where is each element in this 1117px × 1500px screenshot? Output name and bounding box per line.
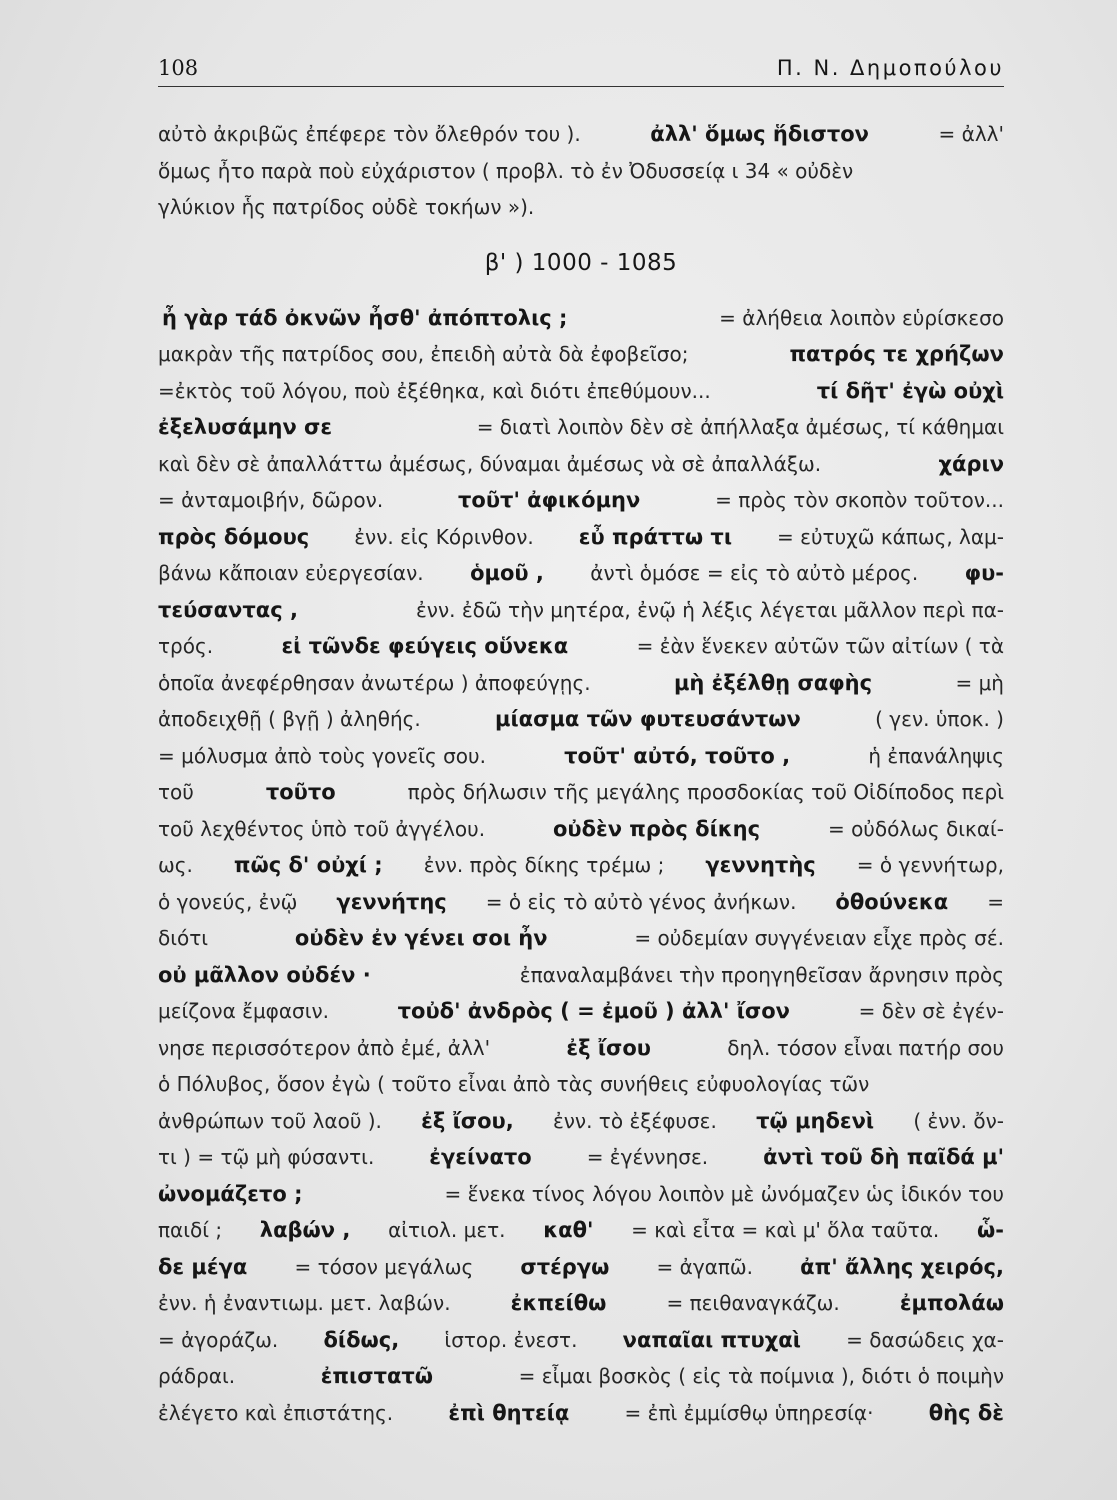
text-segment: ὁ γονεύς, ἐνῷ: [158, 889, 298, 914]
text-line: [158, 665, 1004, 702]
text-segment: = οὐδόλως δικαί-: [827, 816, 1004, 841]
text-line: [158, 884, 1004, 921]
text-segment: καὶ δὲν σὲ ἀπαλλάττω ἀμέσως, δύναμαι ἀμέσως νὰ σὲ ἀπαλλάξω.: [158, 451, 822, 476]
text-segment: = πειθαναγκάζω.: [666, 1291, 840, 1315]
text-segment: διότι: [158, 926, 209, 950]
text-line: [158, 519, 1004, 556]
lemma: ὧ-: [976, 1218, 1004, 1242]
text-line: [158, 701, 1004, 738]
text-line: [158, 847, 1004, 884]
text-segment: = τόσον μεγάλως: [294, 1254, 474, 1279]
text-segment: = μὴ: [955, 670, 1004, 695]
text-line: [158, 1066, 1004, 1103]
lemma: οὐδὲν πρὸς δίκης: [552, 816, 761, 841]
text-line: [158, 993, 1004, 1030]
text-segment: τοῦ: [158, 780, 194, 804]
text-line: [158, 1395, 1004, 1432]
lemma: ὀθούνεκα: [835, 889, 949, 914]
text-line: [158, 1249, 1004, 1286]
text-segment: = ὁ εἰς τὸ αὐτὸ γένος ἀνήκων.: [485, 889, 797, 914]
text-segment: αἰτιολ. μετ.: [388, 1218, 506, 1242]
lemma: τοῦτο: [265, 780, 336, 804]
text-segment: ἐνν. τὸ ἐξέφυσε.: [552, 1108, 717, 1133]
lemma: λαβών ,: [259, 1218, 351, 1242]
lemma: δίδως,: [323, 1327, 400, 1352]
section-heading: β' ) 1000 - 1085: [484, 249, 678, 276]
text-segment: = εἶμαι βοσκὸς ( εἰς τὰ ποίμνια ), διότι ὁ ποιμὴν: [518, 1364, 1004, 1388]
text-line: [158, 1285, 1004, 1322]
lemma: ἐξελυσάμην σε: [158, 415, 333, 439]
text-segment: = ἕνεκα τίνος λόγου λοιπὸν μὲ ὠνόμαζεν ὡς ἰδικόν του: [444, 1181, 1004, 1206]
intro-paragraph: [158, 116, 1004, 226]
lemma: μὴ ἐξέλθῃ σαφὴς: [673, 670, 873, 695]
text-segment: ὁποῖα ἀνεφέρθησαν ἀνωτέρω ) ἀποφεύγῃς.: [158, 670, 591, 695]
lemma: δε μέγα: [158, 1254, 248, 1279]
text-segment: ράδραι.: [158, 1364, 236, 1388]
running-head: Π. Ν. Δημοπούλου: [776, 56, 1004, 80]
text-segment: = ὁ γεννήτωρ,: [856, 853, 1004, 877]
lemma: ἐξ ἴσου,: [421, 1108, 514, 1133]
text-segment: πρὸς δήλωσιν τῆς μεγάλης προσδοκίας τοῦ Οἰδίποδος περὶ: [407, 780, 1004, 804]
text-line: [158, 116, 1004, 153]
text-segment: παιδί ;: [158, 1218, 223, 1242]
lemma: ἐγείνατο: [429, 1145, 532, 1169]
text-segment: ἐνν. ἐδῶ τὴν μητέρα, ἐνῷ ἡ λέξις λέγεται μᾶλλον περὶ πα-: [416, 597, 1004, 622]
text-line: [158, 409, 1004, 446]
text-segment: ἐλέγετο καὶ ἐπιστάτης.: [158, 1400, 394, 1425]
lemma: θὴς δὲ: [928, 1400, 1004, 1425]
text-segment: ως.: [158, 853, 193, 877]
lemma: ἐμπολάω: [899, 1291, 1004, 1315]
lemma: φυ-: [964, 561, 1004, 585]
text-segment: = δασώδεις χα-: [846, 1327, 1004, 1352]
lemma: γεννήτης: [336, 889, 447, 914]
text-line: [158, 920, 1004, 957]
lemma: ἦ γὰρ τάδ ὀκνῶν ἦσθ' ἀπόπτολις ;: [162, 305, 568, 330]
lemma: χάριν: [938, 451, 1004, 476]
lemma: πῶς δ' οὐχί ;: [233, 853, 383, 877]
text-segment: ὁ Πόλυβος, ὅσον ἐγὼ ( τοῦτο εἶναι ἀπὸ τὰς συνήθεις εὐφυολογίας τῶν: [158, 1072, 870, 1096]
lemma: τοῦτ' αὐτό, τοῦτο ,: [564, 743, 791, 768]
text-line: [158, 300, 1004, 337]
page-header: [158, 52, 1004, 87]
text-segment: = ἀγοράζω.: [158, 1327, 279, 1352]
text-segment: ὅμως ἦτο παρὰ ποὺ εὐχάριστον ( προβλ. τὸ ἐν Ὀδυσσείᾳ ι 34 « οὐδὲν: [158, 158, 854, 183]
text-line: [158, 1358, 1004, 1395]
lemma: ναπαῖαι πτυχαὶ: [622, 1327, 801, 1352]
lemma: τεύσαντας ,: [158, 597, 298, 622]
lemma: τοὐδ' ἀνδρὸς ( = ἐμοῦ ) ἀλλ' ἴσον: [397, 999, 790, 1023]
lemma: τοῦτ' ἀφικόμην: [458, 488, 641, 512]
text-line: [158, 738, 1004, 775]
body-text: [158, 116, 1004, 1431]
text-segment: δηλ. τόσον εἶναι πατήρ σου: [727, 1035, 1004, 1060]
lemma: ἀντὶ τοῦ δὴ παῖδά μ': [763, 1145, 1004, 1169]
text-segment: μείζονα ἔμφασιν.: [158, 999, 330, 1023]
text-line: [158, 628, 1004, 665]
text-segment: μακρὰν τῆς πατρίδος σου, ἐπειδὴ αὐτὰ δὰ ἐφοβεῖσο;: [158, 342, 689, 366]
text-segment: = ἀγαπῶ.: [656, 1254, 754, 1279]
text-line: [158, 1103, 1004, 1140]
text-segment: = καὶ εἶτα = καὶ μ' ὅλα ταῦτα.: [631, 1218, 940, 1242]
text-segment: νησε περισσότερον ἀπὸ ἐμέ, ἀλλ': [158, 1035, 491, 1060]
lemma: μίασμα τῶν φυτευσάντων: [495, 707, 801, 731]
text-segment: = οὐδεμίαν συγγένειαν εἶχε πρὸς σέ.: [634, 926, 1004, 950]
text-line: [158, 482, 1004, 519]
text-segment: = δὲν σὲ ἐγέν-: [858, 999, 1004, 1023]
text-line: [158, 446, 1004, 483]
text-line: [158, 153, 1004, 190]
lemma: οὐ μᾶλλον οὐδέν ·: [158, 962, 371, 987]
text-segment: βάνω κἄποιαν εὐεργεσίαν.: [158, 561, 424, 585]
page-number: 108: [158, 56, 199, 80]
text-segment: =: [987, 889, 1004, 914]
text-segment: =ἐκτὸς τοῦ λόγου, ποὺ ἐξέθηκα, καὶ διότι ἐπεθύμουν...: [158, 378, 711, 403]
text-segment: ἀποδειχθῇ ( βγῇ ) ἀληθής.: [158, 707, 421, 731]
text-segment: τοῦ λεχθέντος ὑπὸ τοῦ ἀγγέλου.: [158, 816, 486, 841]
text-segment: ἐνν. εἰς Κόρινθον.: [354, 524, 534, 549]
text-segment: ἐνν. πρὸς δίκης τρέμω ;: [423, 853, 665, 877]
text-segment: = ἐὰν ἕνεκεν αὐτῶν τῶν αἰτίων ( τὰ: [636, 634, 1004, 658]
lemma: τῷ μηδενὶ: [756, 1108, 875, 1133]
lemma: οὐδὲν ἐν γένει σοι ἦν: [294, 926, 548, 950]
text-line: [158, 1212, 1004, 1249]
text-segment: γλύκιον ἧς πατρίδος οὐδὲ τοκήων »).: [158, 195, 535, 219]
text-line: [158, 1139, 1004, 1176]
text-segment: = διατὶ λοιπὸν δὲν σὲ ἀπήλλαξα ἀμέσως, τί κάθημαι: [476, 415, 1004, 439]
text-segment: = ἀλλ': [938, 122, 1004, 146]
text-segment: = πρὸς τὸν σκοπὸν τοῦτον...: [715, 488, 1004, 512]
lemma: εἰ τῶνδε φεύγεις οὕνεκα: [281, 634, 569, 658]
lemma: καθ': [543, 1218, 594, 1242]
text-segment: = εὐτυχῶ κάπως, λαμ-: [777, 524, 1004, 549]
text-line: [158, 373, 1004, 410]
text-segment: ( ἐνν. ὄν-: [913, 1108, 1004, 1133]
text-segment: ἀνθρώπων τοῦ λαοῦ ).: [158, 1108, 382, 1133]
lemma: πατρός τε χρήζων: [789, 342, 1004, 366]
text-line: [158, 592, 1004, 629]
text-line: [158, 555, 1004, 592]
text-line: [158, 774, 1004, 811]
lemma: εὖ πράττω τι: [578, 524, 733, 549]
text-line: [158, 189, 1004, 226]
lemma: ἐπὶ θητείᾳ: [448, 1400, 570, 1425]
text-segment: ἐνν. ἡ ἐναντιωμ. μετ. λαβών.: [158, 1291, 451, 1315]
text-line: [158, 1030, 1004, 1067]
lemma: ἐκπείθω: [510, 1291, 607, 1315]
text-segment: ( γεν. ὑποκ. ): [875, 707, 1004, 731]
lemma: ἐξ ἴσου: [566, 1035, 651, 1060]
text-segment: τι ) = τῷ μὴ φύσαντι.: [158, 1145, 375, 1169]
text-segment: ἀντὶ ὁμόσε = εἰς τὸ αὐτὸ μέρος.: [590, 561, 919, 585]
commentary-paragraph: [158, 300, 1004, 1432]
lemma: στέργω: [520, 1254, 610, 1279]
text-segment: = ἐγέννησε.: [586, 1145, 709, 1169]
text-segment: αὐτὸ ἀκριβῶς ἐπέφερε τὸν ὄλεθρόν του ).: [158, 122, 581, 146]
text-segment: τρός.: [158, 634, 214, 658]
lemma: ὠνομάζετο ;: [158, 1181, 303, 1206]
text-segment: ἱστορ. ἐνεστ.: [444, 1327, 578, 1352]
text-segment: ἐπαναλαμβάνει τὴν προηγηθεῖσαν ἄρνησιν πρὸς: [519, 962, 1004, 987]
text-line: [158, 957, 1004, 994]
text-segment: ἡ ἐπανάληψις: [868, 743, 1004, 768]
text-segment: = ἐπὶ ἐμμίσθῳ ὑπηρεσίᾳ·: [624, 1400, 874, 1425]
lemma: ἀλλ' ὅμως ἥδιστον: [650, 122, 869, 146]
lemma: ἀπ' ἄλλης χειρός,: [800, 1254, 1004, 1279]
text-line: [158, 336, 1004, 373]
text-segment: = ἀνταμοιβήν, δῶρον.: [158, 488, 384, 512]
text-line: [158, 1176, 1004, 1213]
lemma: ὁμοῦ ,: [470, 561, 544, 585]
lemma: γεννητὴς: [705, 853, 816, 877]
lemma: τί δῆτ' ἐγὼ οὐχὶ: [816, 378, 1004, 403]
lemma: ἐπιστατῶ: [320, 1364, 434, 1388]
text-line: [158, 1322, 1004, 1359]
text-segment: = ἀλήθεια λοιπὸν εὑρίσκεσο: [719, 305, 1004, 330]
text-line: [158, 811, 1004, 848]
text-segment: = μόλυσμα ἀπὸ τοὺς γονεῖς σου.: [158, 743, 486, 768]
lemma: πρὸς δόμους: [158, 524, 310, 549]
